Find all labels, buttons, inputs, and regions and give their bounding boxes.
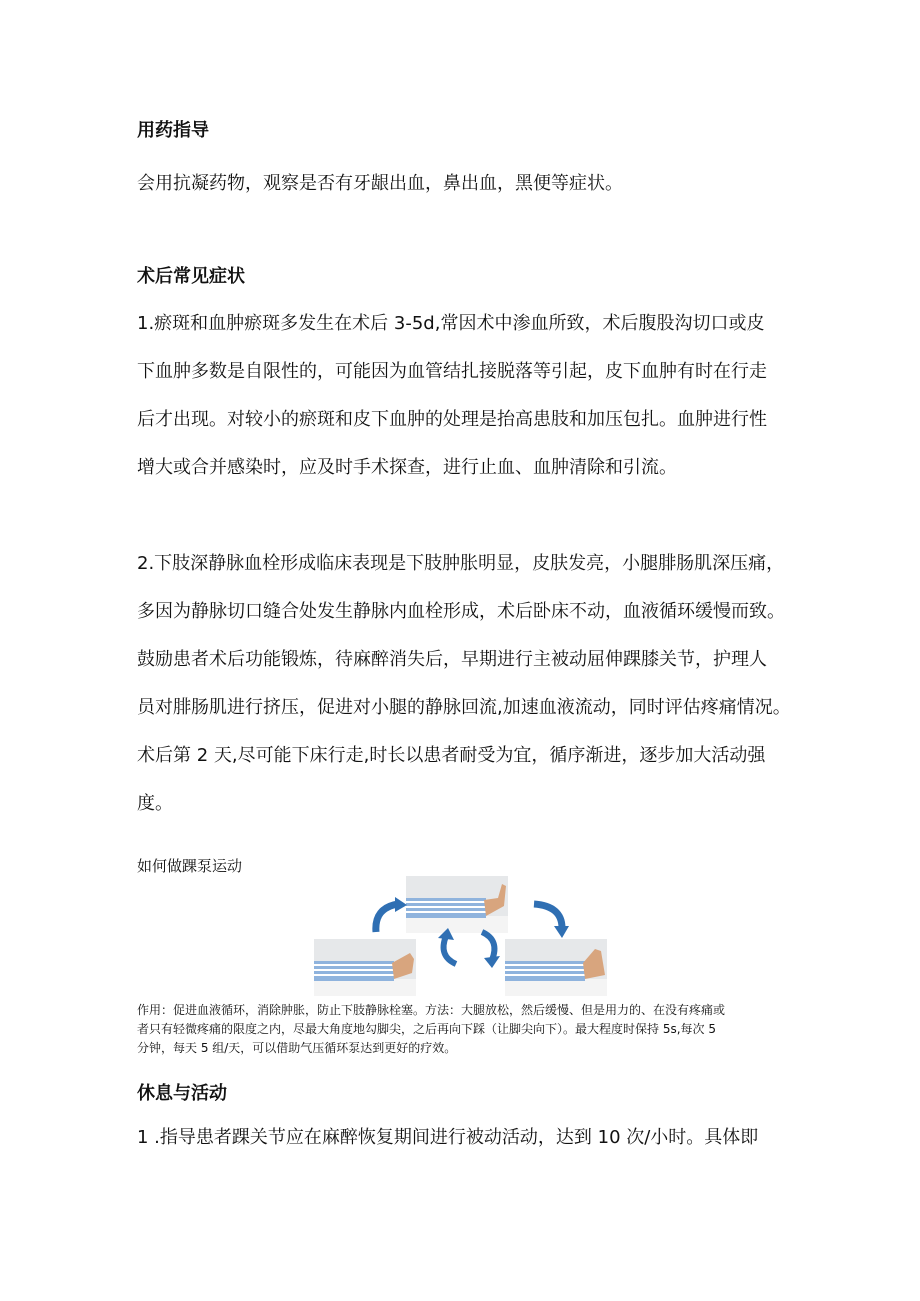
medication-text: 会用抗凝药物，观察是否有牙龈出血，鼻出血，黑便等症状。 [137,173,623,194]
symptom-item-1: 1.瘀斑和血肿瘀斑多发生在术后 3-5d,常因术中渗血所致，术后腹股沟切口或皮 下血肿多数是自限性的，可能因为血管结扎接脱落等引起，皮下血肿有时在行走 后才出现。对较小的瘀斑和皮下血肿的处理是抬高患肢和加压包扎。血肿进行性 增大或合并感染时，应及时手术探查，进行止血、血肿清除和引流。 [137,313,767,478]
leg-photo-flexed [314,939,416,996]
heading-symptoms: 术后常见症状 [137,266,245,287]
symptom-item-2: 2.下肢深静脉血栓形成临床表现是下肢肿胀明显，皮肤发亮，小腿腓肠肌深压痛， 多因为静脉切口缝合处发生静脉内血栓形成，术后卧床不动，血液循环缓慢而致。 鼓励患者术后功能锻炼，待麻醉消失后，早期进行主被动屈伸踝膝关节，护理人 员对腓肠肌进行挤压，促进对小腿的静脉回流,加速血液流动，同时评估疼痛情况。 术后第 2 天,尽可能下床行走,时长以患者耐受为宜，循序渐进，逐步加大活动强 度。 [137,553,791,814]
ankle-pump-note: 作用：促进血液循环，消除肿胀，防止下肢静脉栓塞。方法：大腿放松，然后缓慢、但是用力的、在没有疼痛或 者只有轻微疼痛的限度之内，尽最大角度地勾脚尖，之后再向下踩（让脚尖向下）。最大程度时保持 5s,每次 5 分钟，每天 5 组/天，可以借助气压循环泵达到更好的疗效。 [137,1003,726,1055]
curved-arrow-top-right-icon [530,896,570,938]
heading-rest: 休息与活动 [137,1083,227,1104]
rest-item-1: 1 .指导患者踝关节应在麻醉恢复期间进行被动活动，达到 10 次/小时。具体即 [137,1127,759,1148]
heading-medication: 用药指导 [137,120,209,141]
leg-photo-neutral [406,876,508,933]
ankle-pump-caption: 如何做踝泵运动 [137,857,243,875]
curved-arrow-center-right-icon [474,928,504,968]
leg-photo-pointed [505,939,607,996]
curved-arrow-top-left-icon [368,896,408,938]
curved-arrow-center-left-icon [434,928,464,968]
